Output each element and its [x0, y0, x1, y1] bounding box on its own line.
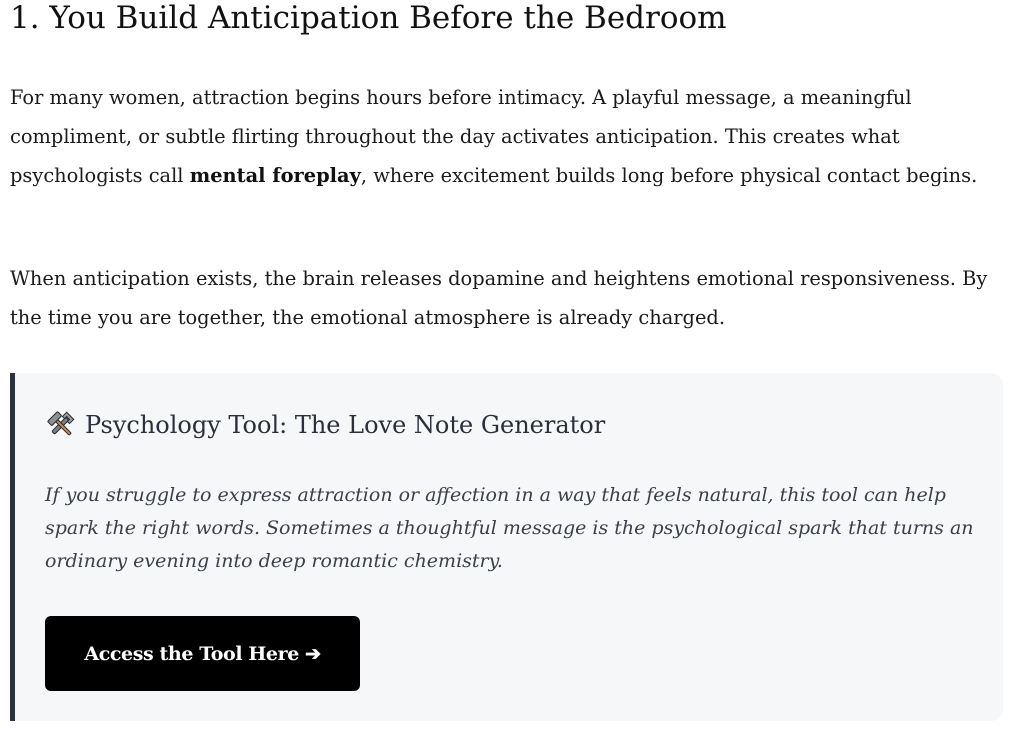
paragraph-text: , where excitement builds long before physical contact begins.: [360, 164, 978, 187]
access-tool-button[interactable]: Access the Tool Here ➔: [45, 616, 360, 691]
tools-icon: [45, 410, 77, 440]
tool-description: If you struggle to express attraction or affection in a way that feels natural, this tool can help spark the right words. Sometimes a thoughtful message is the psychological spark that turns an ordinary evening into deep romantic chemistry.: [45, 484, 974, 572]
section-heading: 1. You Build Anticipation Before the Bedroom: [10, 0, 727, 36]
paragraph-dopamine: When anticipation exists, the brain releases dopamine and heightens emotional responsiveness. By the time you are together, the emotional atmosphere is already charged.: [10, 267, 988, 329]
bold-term: mental foreplay: [189, 164, 361, 187]
tool-callout-box: [10, 373, 1003, 721]
tool-title-row: [45, 405, 605, 445]
tool-title-text: Psychology Tool: The Love Note Generator: [85, 411, 606, 439]
paragraph-anticipation: [10, 78, 1014, 195]
paragraph-text: For many women, attraction begins hours before intimacy. A playful message, a meaningful compliment, or subtle flirting throughout the day activates anticipation. This creates what psychologists call: [10, 86, 912, 187]
